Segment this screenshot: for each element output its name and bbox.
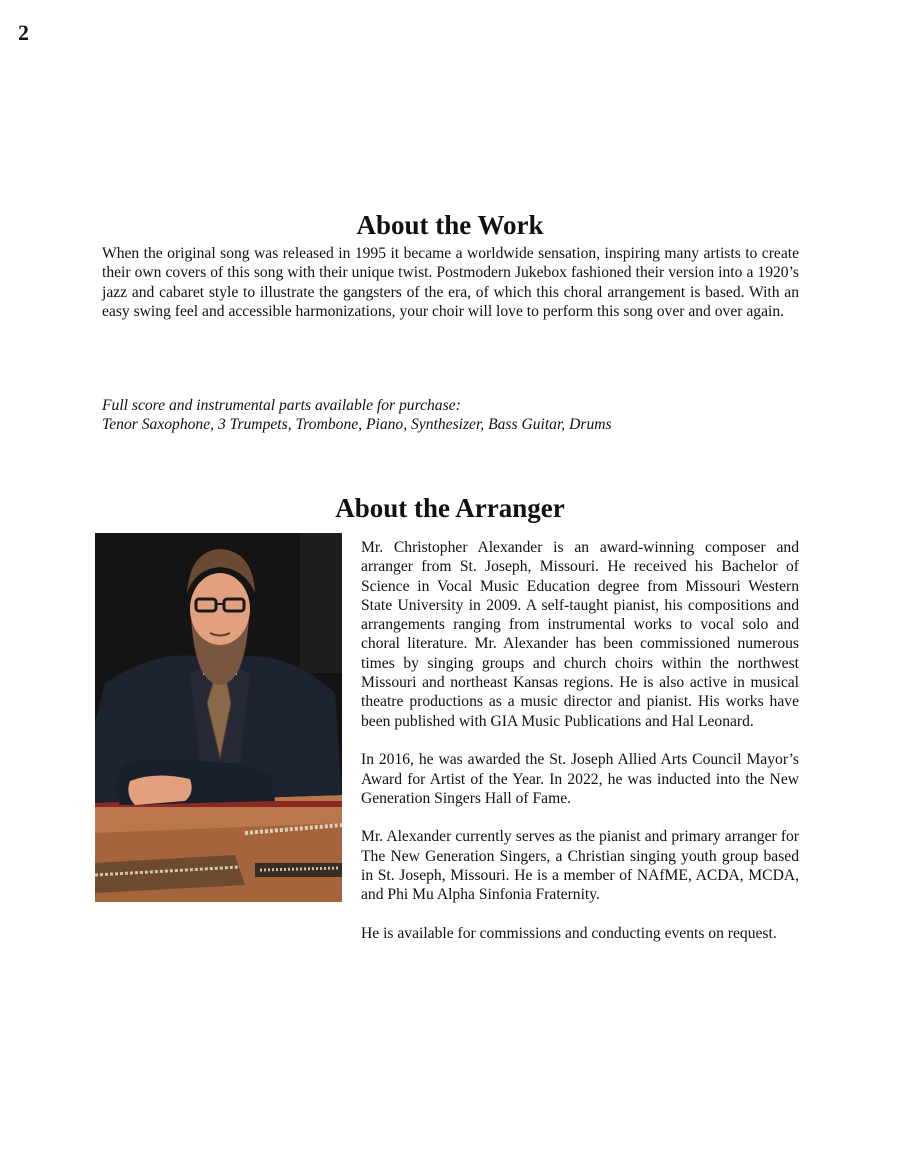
page-number: 2 [18, 20, 29, 45]
purchase-line-1: Full score and instrumental parts available for purchase: [102, 397, 461, 414]
arranger-bio [361, 538, 799, 963]
bio-paragraph-3: Mr. Alexander currently serves as the pianist and primary arranger for The New Generation Singers, a Christian singing youth group based in St. Joseph, Missouri. He is a member of NAfME, ACDA, MCDA, and Phi Mu Alpha Sinfonia Fraternity. [361, 828, 799, 904]
about-work-paragraph: When the original song was released in 1995 it became a worldwide sensation, inspiring many artists to create their own covers of this song with their unique twist. Postmodern Jukebox fashioned their version into a 1920’s jazz and cabaret style to illustrate the gangsters of the era, of which this choral arrangement is based. With an easy swing feel and accessible harmonizations, your choir will love to perform this song over and over again. [102, 245, 799, 320]
arranger-photo [95, 533, 342, 902]
bio-paragraph-2: In 2016, he was awarded the St. Joseph Allied Arts Council Mayor’s Award for Artist of the Year. In 2022, he was inducted into the New Generation Singers Hall of Fame. [361, 751, 799, 807]
about-arranger-heading: About the Arranger [335, 493, 565, 523]
bio-paragraph-1: Mr. Christopher Alexander is an award-winning composer and arranger from St. Joseph, Missouri. He received his Bachelor of Science in Vocal Music Education degree from Missouri Western State University in 2009. A self-taught pianist, his compositions and arrangements ranging from instrumental works to vocal solo and choral literature. Mr. Alexander has been commissioned numerous times by singing groups and church choirs within the northwest Missouri and northeast Kansas regions. He is also active in musical theatre productions as a music director and pianist. His works have been published with GIA Music Publications and Hal Leonard. [361, 539, 799, 730]
purchase-note [102, 396, 799, 435]
about-work-heading: About the Work [356, 210, 544, 240]
purchase-line-2: Tenor Saxophone, 3 Trumpets, Trombone, Piano, Synthesizer, Bass Guitar, Drums [102, 416, 612, 434]
bio-paragraph-4: He is available for commissions and conducting events on request. [361, 924, 777, 942]
